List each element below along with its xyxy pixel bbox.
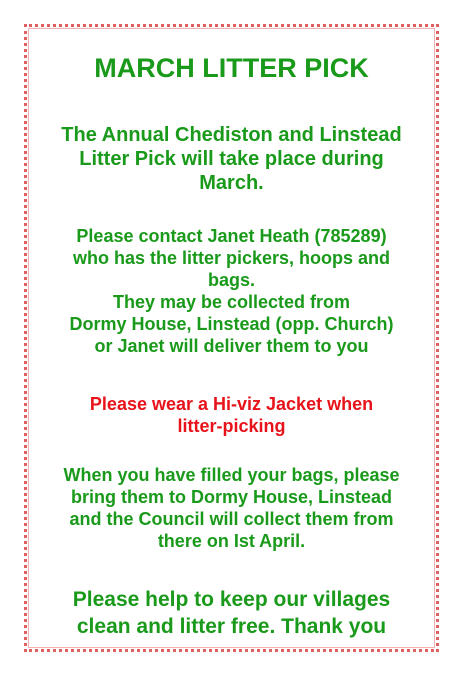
contact-line: They may be collected from <box>112 292 351 312</box>
instructions-line: and the Council will collect them from <box>69 509 394 529</box>
instructions-line: bring them to Dormy House, Linstead <box>70 487 393 507</box>
safety-warning <box>33 393 430 437</box>
contact-line: bags. <box>207 270 255 290</box>
instructions-line: When you have filled your bags, please <box>63 465 400 485</box>
contact-line: or Janet will deliver them to you <box>94 336 369 356</box>
collection-instructions <box>33 464 430 552</box>
contact-paragraph <box>33 225 430 357</box>
intro-line: Litter Pick will take place during <box>79 148 384 170</box>
closing-line: clean and litter free. Thank you <box>76 615 387 638</box>
warning-line: litter-picking <box>177 416 286 436</box>
poster-title: MARCH LITTER PICK <box>94 53 369 83</box>
poster-border <box>24 24 439 652</box>
contact-line: who has the litter pickers, hoops and <box>72 248 391 268</box>
poster-content <box>33 27 430 649</box>
intro-line: March. <box>199 172 264 194</box>
instructions-line: there on Ist April. <box>157 531 306 551</box>
intro-line: The Annual Chediston and Linstead <box>61 124 402 146</box>
closing-message <box>33 586 430 640</box>
contact-line: Dormy House, Linstead (opp. Church) <box>69 314 394 334</box>
contact-line: Please contact Janet Heath (785289) <box>76 226 387 246</box>
closing-line: Please help to keep our villages <box>72 588 391 611</box>
warning-line: Please wear a Hi-viz Jacket when <box>89 394 374 414</box>
intro-paragraph <box>33 123 430 195</box>
